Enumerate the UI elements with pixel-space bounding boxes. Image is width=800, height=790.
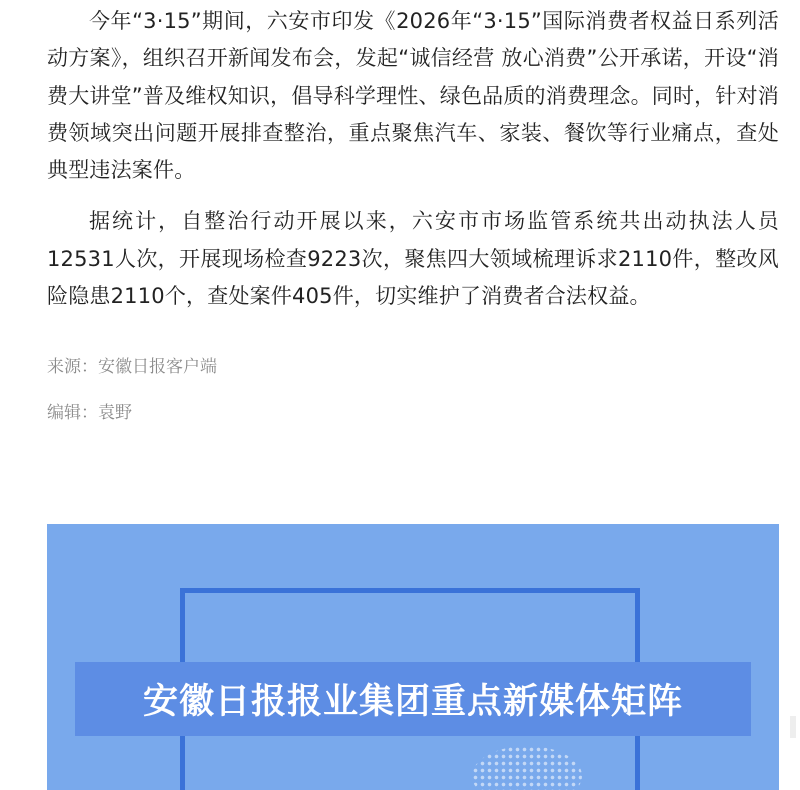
article-source: 来源：安徽日报客户端: [47, 357, 217, 378]
side-scroll-indicator: [790, 716, 796, 738]
article-paragraph: 据统计，自整治行动开展以来，六安市市场监管系统共出动执法人员12531人次，开展现场检查9223次，聚焦四大领域梳理诉求2110件，整改风险隐患2110个，查处案件405件，切实维护了消费者合法权益。: [47, 209, 779, 309]
article-paragraph: 今年“3·15”期间，六安市印发《2026年“3·15”国际消费者权益日系列活动方案》，组织召开新闻发布会，发起“诚信经营 放心消费”公开承诺，开设“消费大讲堂”普及维权知识，倡导科学理性、绿色品质的消费理念。同时，针对消费领域突出问题开展排查整治，重点聚焦汽车、家装、餐饮等行业痛点，查处典型违法案件。: [47, 9, 779, 183]
article-editor: 编辑：袁野: [47, 403, 132, 424]
banner-title-bar: [75, 662, 751, 736]
media-matrix-banner[interactable]: [47, 524, 779, 790]
article-body: [47, 0, 779, 425]
banner-title: 安徽日报报业集团重点新媒体矩阵: [142, 681, 683, 722]
